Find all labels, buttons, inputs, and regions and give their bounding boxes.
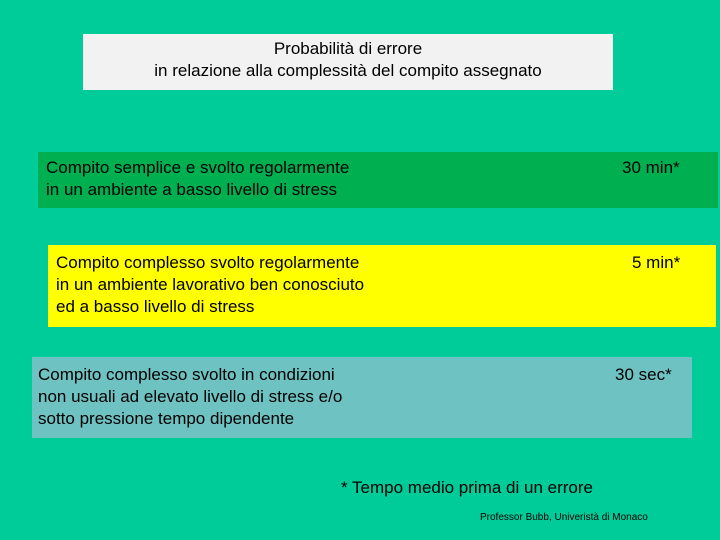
row-description: [56, 252, 364, 318]
row-description-line: in un ambiente lavorativo ben conosciuto: [56, 275, 365, 294]
row-simple-task: [38, 152, 718, 208]
title-line-2: in relazione alla complessità del compito assegnato: [154, 61, 542, 80]
row-description-line: Compito complesso svolto in condizioni: [38, 365, 335, 384]
title-line-1: Probabilità di errore: [273, 39, 423, 58]
row-value: 30 min*: [622, 158, 680, 177]
row-value: 30 sec*: [615, 365, 672, 384]
row-description: [38, 364, 342, 430]
row-complex-task-stress: [32, 357, 692, 438]
row-description-line: ed a basso livello di stress: [56, 297, 255, 316]
footnote: * Tempo medio prima di un errore: [341, 478, 593, 497]
row-description-line: sotto pressione tempo dipendente: [38, 409, 295, 428]
row-complex-task-familiar: [48, 245, 716, 327]
row-description: [46, 157, 349, 201]
row-description-line: in un ambiente a basso livello di stress: [46, 180, 338, 199]
row-description-line: Compito semplice e svolto regolarmente: [46, 158, 350, 177]
row-value: 5 min*: [632, 253, 681, 272]
row-description-line: non usuali ad elevato livello di stress e/o: [38, 387, 343, 406]
credit: Professor Bubb, Univeristà di Monaco: [480, 512, 648, 523]
title-box: [83, 34, 613, 90]
row-description-line: Compito complesso svolto regolarmente: [56, 253, 360, 272]
